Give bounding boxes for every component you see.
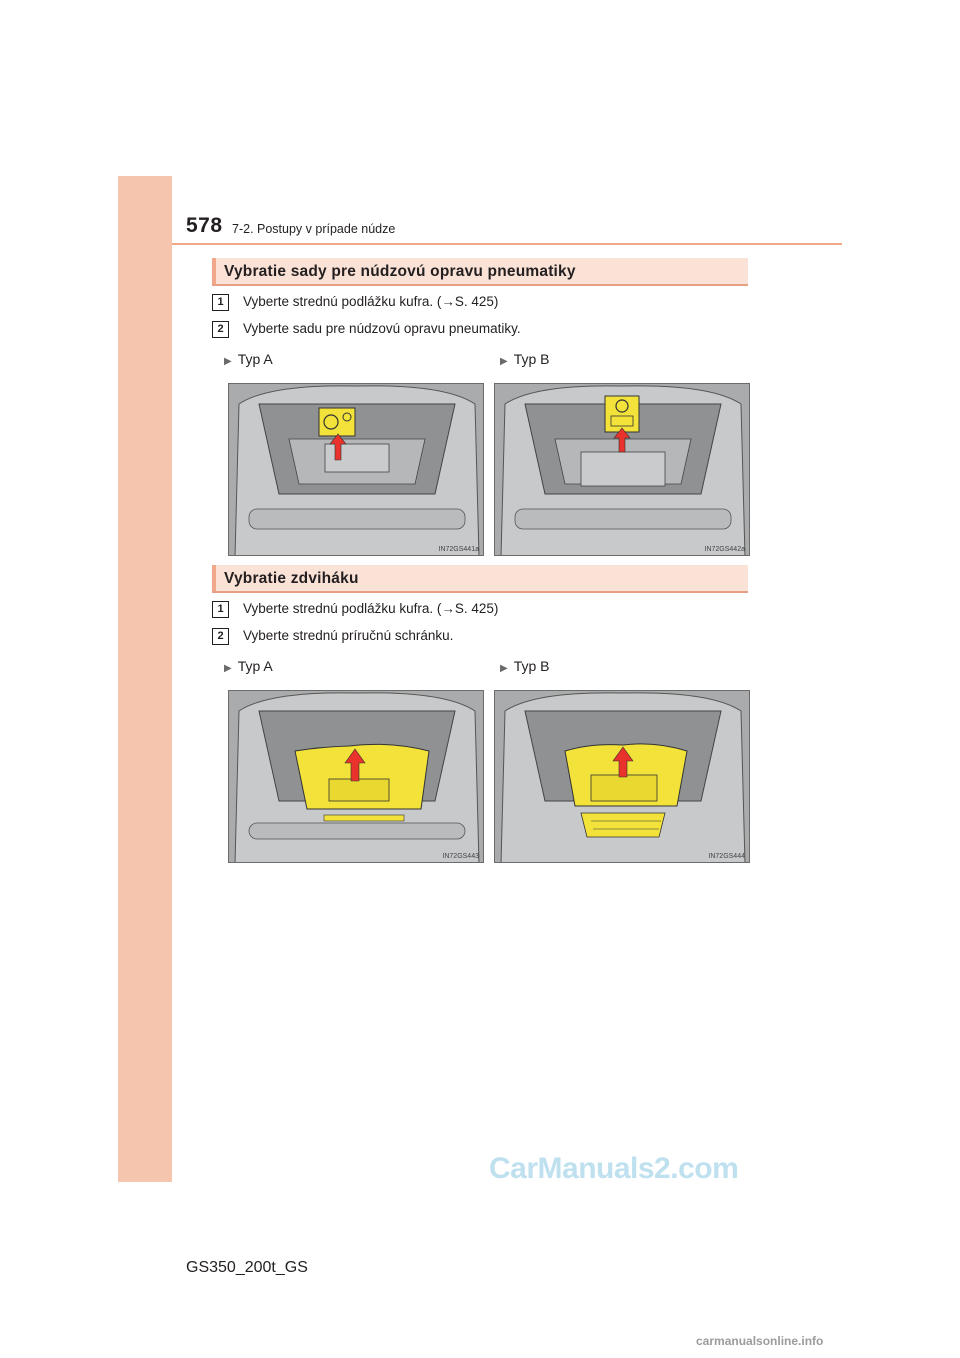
step-text: Vyberte strednú príručnú schránku. <box>243 628 454 643</box>
step-badge: 2 <box>212 628 229 645</box>
step-badge: 1 <box>212 601 229 618</box>
trunk-illustration-repair-kit-type-b <box>494 383 750 556</box>
figure-code: IN72GS443 <box>442 853 479 860</box>
trunk-illustration-repair-kit-type-a <box>228 383 484 556</box>
figure-label-type-b: ▶ Typ B <box>500 351 550 367</box>
step-text: Vyberte strednú podlážku kufra. (→S. 425) <box>243 294 499 309</box>
figure-label-type-b: ▶ Typ B <box>500 658 550 674</box>
triangle-bullet-icon: ▶ <box>500 356 508 367</box>
figure-label-type-a: ▶ Typ A <box>224 351 273 367</box>
header-rule <box>172 243 842 245</box>
trunk-illustration-jack-type-a <box>228 690 484 863</box>
page-number: 578 <box>186 214 223 237</box>
figure-label-type-a: ▶ Typ A <box>224 658 273 674</box>
watermark-logo: CarManuals2.com <box>489 1152 739 1185</box>
watermark-url: carmanualsonline.info <box>696 1334 824 1348</box>
figure-code: IN72GS444 <box>708 853 745 860</box>
figure-code: IN72GS441a <box>438 546 479 553</box>
triangle-bullet-icon: ▶ <box>500 663 508 674</box>
triangle-bullet-icon: ▶ <box>224 663 232 674</box>
step-badge: 2 <box>212 321 229 338</box>
section-title: Vybratie zdviháku <box>224 570 359 587</box>
step-text: Vyberte strednú podlážku kufra. (→S. 425) <box>243 601 499 616</box>
chapter-sidebar-tab <box>118 176 172 1182</box>
chapter-title: 7-2. Postupy v prípade núdze <box>232 222 396 236</box>
step-badge: 1 <box>212 294 229 311</box>
section-heading-jack <box>212 565 748 593</box>
trunk-illustration-jack-type-b <box>494 690 750 863</box>
section-heading-repair-kit <box>212 258 748 286</box>
model-code: GS350_200t_GS <box>186 1259 308 1276</box>
step-text: Vyberte sadu pre núdzovú opravu pneumatiky. <box>243 321 521 336</box>
figure-code: IN72GS442a <box>704 546 745 553</box>
triangle-bullet-icon: ▶ <box>224 356 232 367</box>
section-title: Vybratie sady pre núdzovú opravu pneumatiky <box>224 263 576 280</box>
